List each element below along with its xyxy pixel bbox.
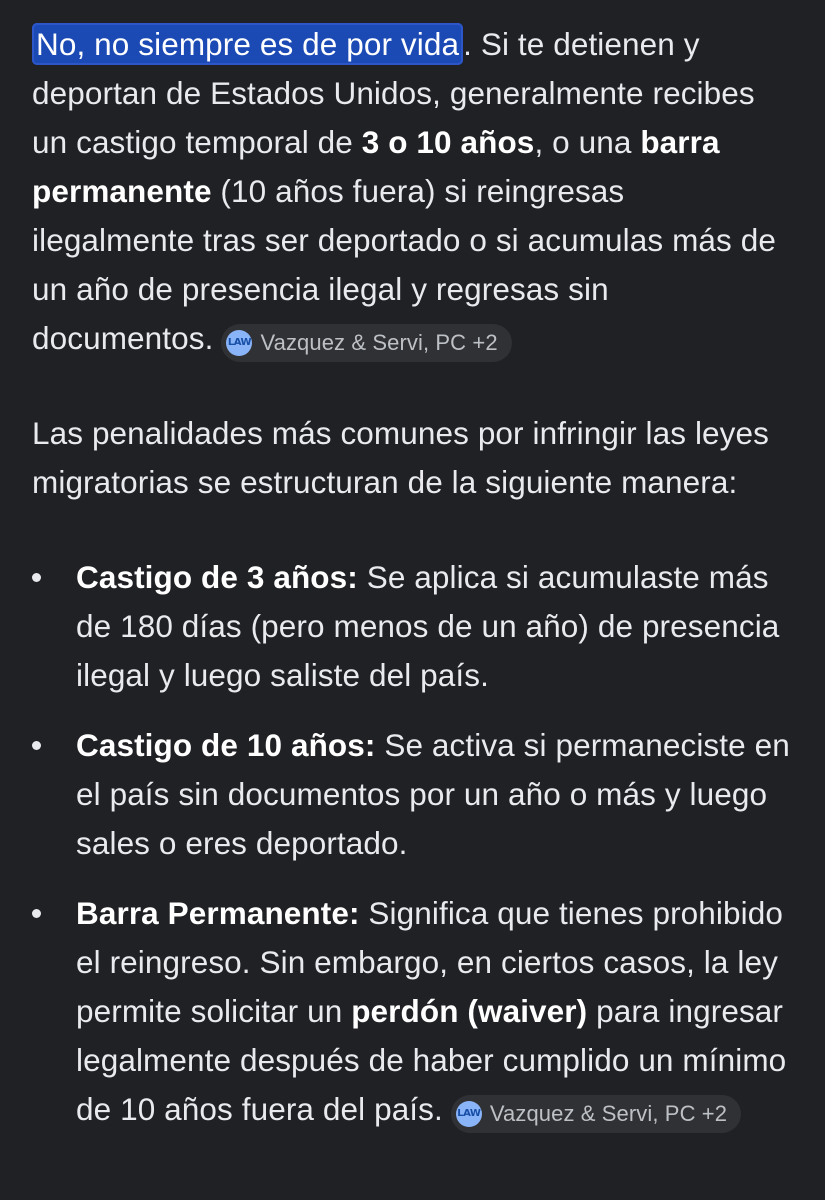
intro-bold-permanent-bar: barra permanente [32,124,720,209]
bullet-title: Barra Permanente: [76,895,360,931]
bullet-text: Se aplica si acumulaste más de 180 días (pero menos de un año) de presencia ilegal y luego saliste del país. [76,559,780,693]
list-item [32,721,792,868]
bullet-text: Significa que tienes prohibido el reingreso. Sin embargo, en ciertos casos, la ley permite solicitar un [76,895,783,1029]
law-logo-icon: LAW [456,1101,482,1127]
bullet-text: Se activa si permaneciste en el país sin documentos por un año o más y luego sales o eres deportado. [76,727,790,861]
penalties-intro: Las penalidades más comunes por infringir las leyes migratorias se estructuran de la siguiente manera: [32,415,769,500]
intro-text-1: . Si te detienen y deportan de Estados Unidos, generalmente recibes un castigo temporal de [32,26,755,160]
bullet-icon [32,909,41,918]
ai-answer [32,20,792,1155]
bullet-icon [32,741,41,750]
bullet-icon [32,573,41,582]
list-item [32,553,792,700]
bullet-bold-waiver: perdón (waiver) [351,993,588,1029]
bullet-title: Castigo de 10 años: [76,727,376,763]
source-chip[interactable] [221,324,511,362]
source-chip[interactable] [451,1095,741,1133]
highlighted-answer[interactable]: No, no siempre es de por vida [32,23,463,65]
law-logo-icon: LAW [226,330,252,356]
penalties-list [32,553,792,1134]
list-item [32,889,792,1134]
bullet-text-end: para ingresar legalmente después de haber cumplido un mínimo de 10 años fuera del país. [76,993,787,1127]
source-chip-label: Vazquez & Servi, PC +2 [489,1101,728,1126]
source-chip-label: Vazquez & Servi, PC +2 [260,330,498,355]
intro-paragraph [32,20,792,363]
bullet-title: Castigo de 3 años: [76,559,358,595]
intro-text-2: , o una [534,124,641,160]
intro-text-3: (10 años fuera) si reingresas ilegalmente tras ser deportado o si acumulas más de un año de presencia ilegal y regresas sin documentos. [32,173,776,356]
intro-bold-years: 3 o 10 años [361,124,535,160]
